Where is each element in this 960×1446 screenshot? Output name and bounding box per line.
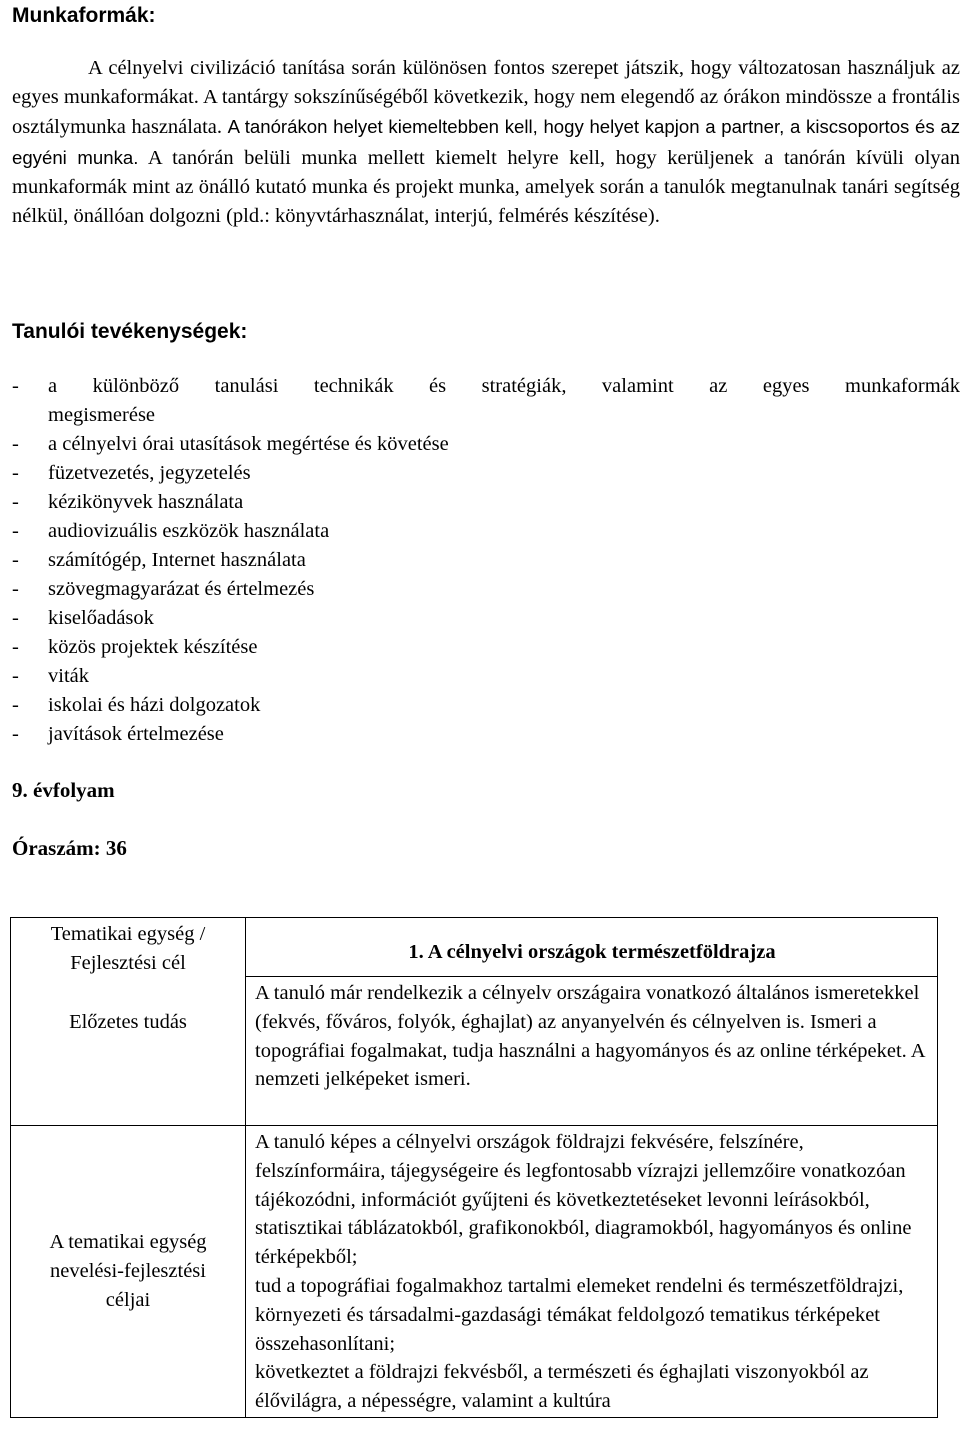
section-title: 1. A célnyelvi országok természetföldrajza — [408, 940, 776, 963]
list-item-text: számítógép, Internet használata — [48, 549, 306, 571]
list-dash: - — [12, 433, 19, 455]
label-spacer — [17, 978, 239, 1008]
list-dash: - — [12, 723, 19, 745]
list-item — [12, 720, 960, 749]
list-item-text: audiovizuális eszközök használata — [48, 520, 330, 542]
list-item — [12, 372, 960, 430]
celjai-text-2: tud a topográfiai fogalmakhoz tartalmi elemeket rendelni és természetföldrajzi, környezeti és társadalmi-gazdasági témákat feldolgozó tematikus térképeket összehasonlítani; — [255, 1274, 904, 1355]
elozetes-cell — [246, 977, 938, 1126]
label-tematikai-line2: Fejlesztési cél — [70, 951, 186, 974]
list-dash: - — [12, 520, 19, 542]
list-dash: - — [12, 636, 19, 658]
list-item — [12, 546, 960, 575]
list-item — [12, 633, 960, 662]
list-dash: - — [12, 375, 19, 397]
list-item-text-continued: megismerése — [48, 404, 156, 426]
table-row-celjai — [11, 1126, 938, 1418]
list-item-text: füzetvezetés, jegyzetelés — [48, 462, 251, 484]
list-item — [12, 662, 960, 691]
oraszam-heading: Óraszám: 36 — [12, 836, 127, 860]
tematikai-egyseg-table — [10, 917, 938, 1418]
list-dash: - — [12, 607, 19, 629]
label-celjai-line1: A tematikai egység — [49, 1231, 207, 1254]
list-item — [12, 604, 960, 633]
table-row-title — [11, 918, 938, 977]
list-item — [12, 459, 960, 488]
munkaformak-paragraph-part2: A tanórákon helyet kiemeltebben kell, hogy helyet kapjon a partner, a kiscsoportos és az egyéni munka. — [12, 116, 960, 168]
elozetes-text: A tanuló már rendelkezik a célnyelv országaira vonatkozó általános ismeretekkel (fekvés, főváros, folyók, éghajlat) az anyanyelvén és célnyelven is. Ismeri a topográfiai fogalmakat, tudja használni a hagyományos és az online térképeket. A nemzeti jelképeket ismeri. — [255, 982, 925, 1091]
list-dash: - — [12, 549, 19, 571]
label-celjai-line3: céljai — [105, 1288, 151, 1311]
list-item — [12, 488, 960, 517]
munkaformak-paragraph-part3: A tanórán belüli munka mellett kiemelt helyre kell, hogy kerüljenek a tanórán kívüli olyan munkaformák mint az önálló kutató munka és projekt munka, amelyek során a tanulók megtanulnak tanári segítség nélkül, önállóan dolgozni (pld.: könyvtárhasználat, interjú, felmérés készítése). — [12, 146, 960, 228]
list-item-text: viták — [48, 665, 89, 687]
label-celjai-line2: nevelési-fejlesztési — [50, 1260, 206, 1283]
list-dash: - — [12, 462, 19, 484]
label-tematikai-line1: Tematikai egység / — [50, 923, 206, 945]
list-dash: - — [12, 491, 19, 513]
celjai-cell — [246, 1126, 938, 1418]
list-item — [12, 430, 960, 459]
celjai-text-1: A tanuló képes a célnyelvi országok földrajzi fekvésére, felszínére, felszínformáira, tájegységeire és legfontosabb vízrajzi jellemzőire vonatkozóan tájékozódni, információt gyűjteni és következtetéseket levonni leírásokból, statisztikai táblázatokból, grafikonokból, diagramokból, hagyományos és online térképekből; — [255, 1131, 912, 1269]
title-cell — [246, 918, 938, 977]
list-item — [12, 691, 960, 720]
list-dash: - — [12, 578, 19, 600]
list-dash: - — [12, 694, 19, 716]
list-item-text: kiselőadások — [48, 607, 154, 629]
list-item-text: a különböző tanulási technikák és stratégiák, valamint az egyes munkaformák — [48, 375, 960, 397]
tanuloi-tevekenysegek-heading: Tanulói tevékenységek: — [12, 320, 248, 343]
activity-list — [12, 372, 960, 749]
celjai-text-3: következtet a földrajzi fekvésből, a természeti és éghajlati viszonyokból az élővilágra, a népességre, valamint a kultúra — [255, 1361, 869, 1413]
munkaformak-paragraph-part1: A célnyelvi civilizáció tanítása során különösen fontos szerepet játszik, hogy változatosan használjuk az egyes munkaformákat. A tantárgy sokszínűségéből következik, hogy nem elegendő az órákon mindössze a frontális osztálymunka használata. — [12, 57, 960, 139]
label-elozetes: Előzetes tudás — [69, 1010, 187, 1033]
list-item — [12, 575, 960, 604]
list-item-text: kézikönyvek használata — [48, 491, 244, 513]
list-dash: - — [12, 665, 19, 687]
list-item-text: közös projektek készítése — [48, 636, 258, 658]
label-cell-tematikai — [11, 918, 246, 1126]
munkaformak-heading: Munkaformák: — [12, 4, 156, 27]
list-item-text: javítások értelmezése — [48, 723, 224, 745]
list-item — [12, 517, 960, 546]
label-cell-celjai — [11, 1126, 246, 1418]
evfolyam-heading: 9. évfolyam — [12, 778, 115, 802]
list-item-text: a célnyelvi órai utasítások megértése és követése — [48, 433, 449, 455]
munkaformak-paragraph — [12, 54, 960, 231]
list-item-text: szövegmagyarázat és értelmezés — [48, 578, 315, 600]
list-item-text: iskolai és házi dolgozatok — [48, 694, 261, 716]
